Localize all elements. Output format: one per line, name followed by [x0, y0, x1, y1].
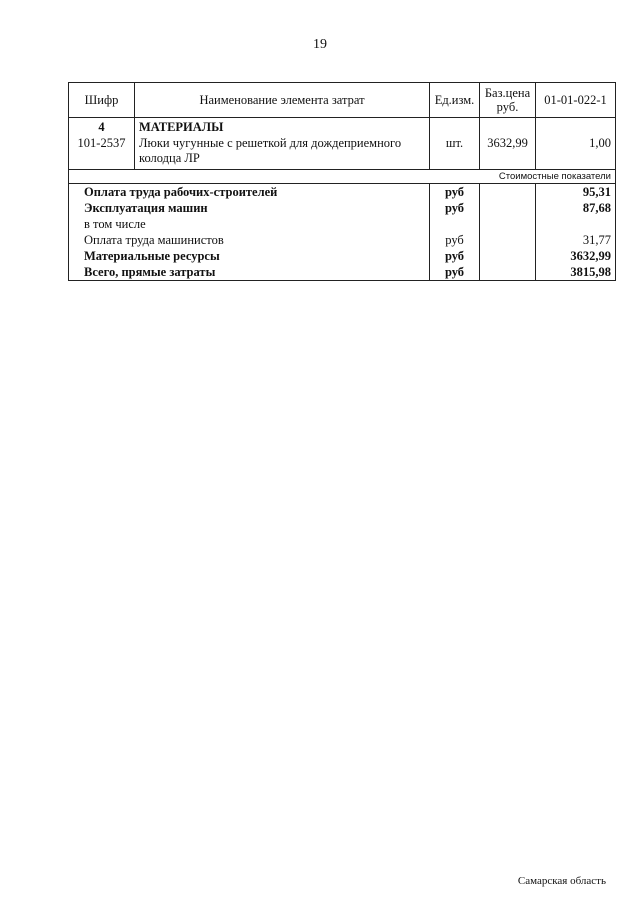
summary-row — [69, 216, 616, 232]
material-code-cell — [69, 118, 135, 170]
header-code: Шифр — [69, 83, 135, 118]
summary-value: 31,77 — [536, 232, 616, 248]
footer-region: Самарская область — [517, 875, 606, 887]
header-norm: 01-01-022-1 — [536, 83, 616, 118]
summary-row — [69, 183, 616, 200]
summary-price-empty — [480, 264, 536, 281]
summary-unit: руб — [430, 264, 480, 281]
summary-value: 3815,98 — [536, 264, 616, 281]
summary-name: Всего, прямые затраты — [69, 264, 430, 281]
summary-price-empty — [480, 216, 536, 232]
summary-name: Оплата труда машинистов — [69, 232, 430, 248]
material-qty: 1,00 — [536, 118, 616, 170]
table-header-row — [69, 83, 616, 118]
summary-price-empty — [480, 248, 536, 264]
header-name: Наименование элемента затрат — [135, 83, 430, 118]
summary-price-empty — [480, 200, 536, 216]
summary-unit: руб — [430, 183, 480, 200]
material-row — [69, 118, 616, 170]
summary-name: Эксплуатация машин — [69, 200, 430, 216]
material-section-title: МАТЕРИАЛЫ — [139, 120, 224, 134]
summary-name: в том числе — [69, 216, 430, 232]
material-price: 3632,99 — [480, 118, 536, 170]
summary-value — [536, 216, 616, 232]
summary-unit: руб — [430, 248, 480, 264]
summary-price-empty — [480, 183, 536, 200]
header-unit: Ед.изм. — [430, 83, 480, 118]
summary-row — [69, 264, 616, 281]
page-number: 19 — [313, 37, 327, 52]
summary-price-empty — [480, 232, 536, 248]
material-unit: шт. — [430, 118, 480, 170]
summary-value: 95,31 — [536, 183, 616, 200]
summary-name: Материальные ресурсы — [69, 248, 430, 264]
material-code: 101-2537 — [77, 135, 126, 150]
summary-unit: руб — [430, 232, 480, 248]
section-label: Стоимостные показатели — [69, 169, 616, 183]
summary-unit: руб — [430, 200, 480, 216]
material-index: 4 — [98, 120, 105, 134]
summary-row — [69, 248, 616, 264]
material-name: Люки чугунные с решеткой для дождеприемного колодца ЛР — [139, 135, 402, 165]
summary-row — [69, 232, 616, 248]
section-label-row — [69, 169, 616, 183]
summary-unit — [430, 216, 480, 232]
summary-value: 3632,99 — [536, 248, 616, 264]
summary-value: 87,68 — [536, 200, 616, 216]
cost-table — [68, 82, 616, 281]
summary-name: Оплата труда рабочих-строителей — [69, 183, 430, 200]
material-name-cell — [135, 118, 430, 170]
summary-row — [69, 200, 616, 216]
header-price: Баз.цена руб. — [480, 83, 536, 118]
